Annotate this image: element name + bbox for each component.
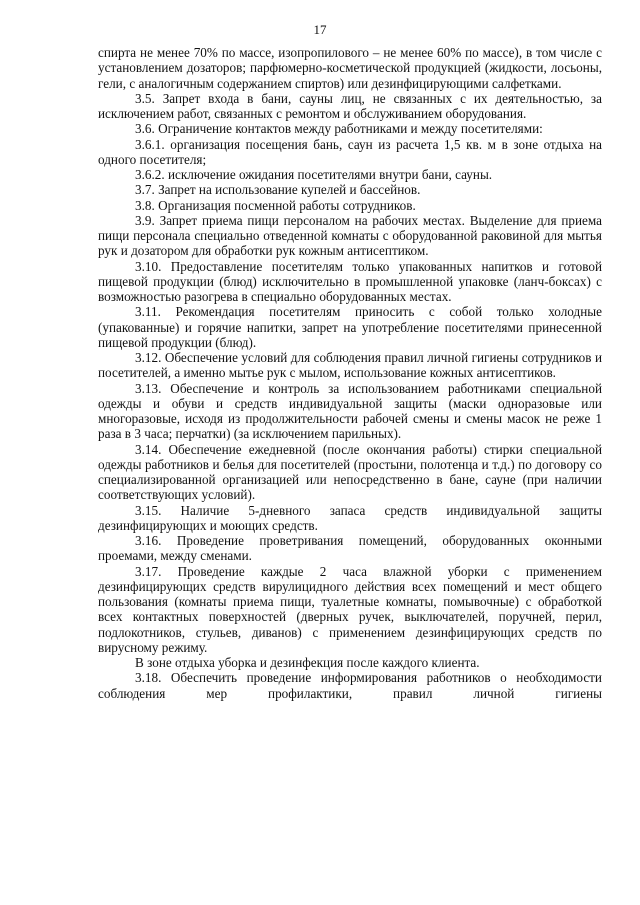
paragraph-3-14: 3.14. Обеспечение ежедневной (после окончания работы) стирки специальной одежды работников и белья для посетителей (простыни, полотенца и т.д.) по договору со специализированной организацией или непосредственно в бане, сауне (при наличии соответствующих условий). (98, 441, 602, 503)
paragraph-rest-zone: В зоне отдыха уборка и дезинфекция после каждого клиента. (135, 655, 480, 670)
paragraph-3-9: 3.9. Запрет приема пищи персоналом на рабочих местах. Выделение для приема пищи персонала специально отведенной комнаты с оборудованной раковиной для мытья рук и дозатором для обработки рук кожным антисептиком. (98, 212, 602, 259)
paragraph-3-5: 3.5. Запрет входа в бани, сауны лиц, не связанных с их деятельностью, за исключением работ, связанных с ремонтом и обслуживанием оборудования. (98, 90, 602, 121)
paragraph-3-6-2: 3.6.2. исключение ожидания посетителями внутри бани, сауны. (135, 167, 493, 182)
document-body (98, 45, 602, 701)
paragraph-continuation: спирта не менее 70% по массе, изопропилового – не менее 60% по массе), в том числе с установлением дозаторов; парфюмерно-косметической продукцией (жидкости, лосьоны, гели, с аналогичным содержанием спиртов) или дезинфицирующими салфетками. (98, 45, 602, 91)
paragraph-3-18: 3.18. Обеспечить проведение информирования работников о необходимости соблюдения мер профилактики, правил личной гигиены (98, 670, 602, 701)
paragraph-3-10: 3.10. Предоставление посетителям только упакованных напитков и готовой пищевой продукции (блюд) исключительно в промышленной упаковке (ланч-боксах) с возможностью разогрева в специально оборудованных местах. (98, 258, 602, 304)
paragraph-3-12: 3.12. Обеспечение условий для соблюдения правил личной гигиены сотрудников и посетителей, а именно мытье рук с мылом, использование кожных антисептиков. (98, 350, 602, 381)
paragraph-3-16: 3.16. Проведение проветривания помещений, оборудованных оконными проемами, между сменами. (98, 533, 602, 564)
paragraph-3-15: 3.15. Наличие 5-дневного запаса средств индивидуальной защиты дезинфицирующих и моющих средств. (98, 502, 602, 533)
paragraph-3-7: 3.7. Запрет на использование купелей и бассейнов. (135, 182, 421, 198)
paragraph-3-8: 3.8. Организация посменной работы сотрудников. (135, 197, 416, 213)
paragraph-3-11: 3.11. Рекомендация посетителям приносить с собой только холодные (упакованные) и горячие напитки, запрет на употребление посетителями принесенной пищевой продукции (блюд). (98, 304, 602, 350)
page-number: 17 (313, 22, 327, 37)
paragraph-3-6: 3.6. Ограничение контактов между работниками и между посетителями: (135, 121, 543, 137)
paragraph-3-6-1: 3.6.1. организация посещения бань, саун из расчета 1,5 кв. м в зоне отдыха на одного посетителя; (98, 136, 602, 167)
paragraph-3-13: 3.13. Обеспечение и контроль за использованием работниками специальной одежды и обуви и средств индивидуальной защиты (маски одноразовые или многоразовые, исходя из продолжительности рабочей смены и смены масок не реже 1 раза в 3 часа; перчатки) (за исключением парильных). (98, 380, 602, 442)
paragraph-3-17: 3.17. Проведение каждые 2 часа влажной уборки с применением дезинфицирующих средств вирулицидного действия всех помещений и мест общего пользования (комнаты приема пищи, туалетные комнаты, помывочные) с обработкой всех контактных поверхностей (дверных ручек, выключателей, поручней, перил, подлокотников, стульев, диванов) с применением дезинфицирующих средств по вирусному режиму. (98, 563, 602, 655)
